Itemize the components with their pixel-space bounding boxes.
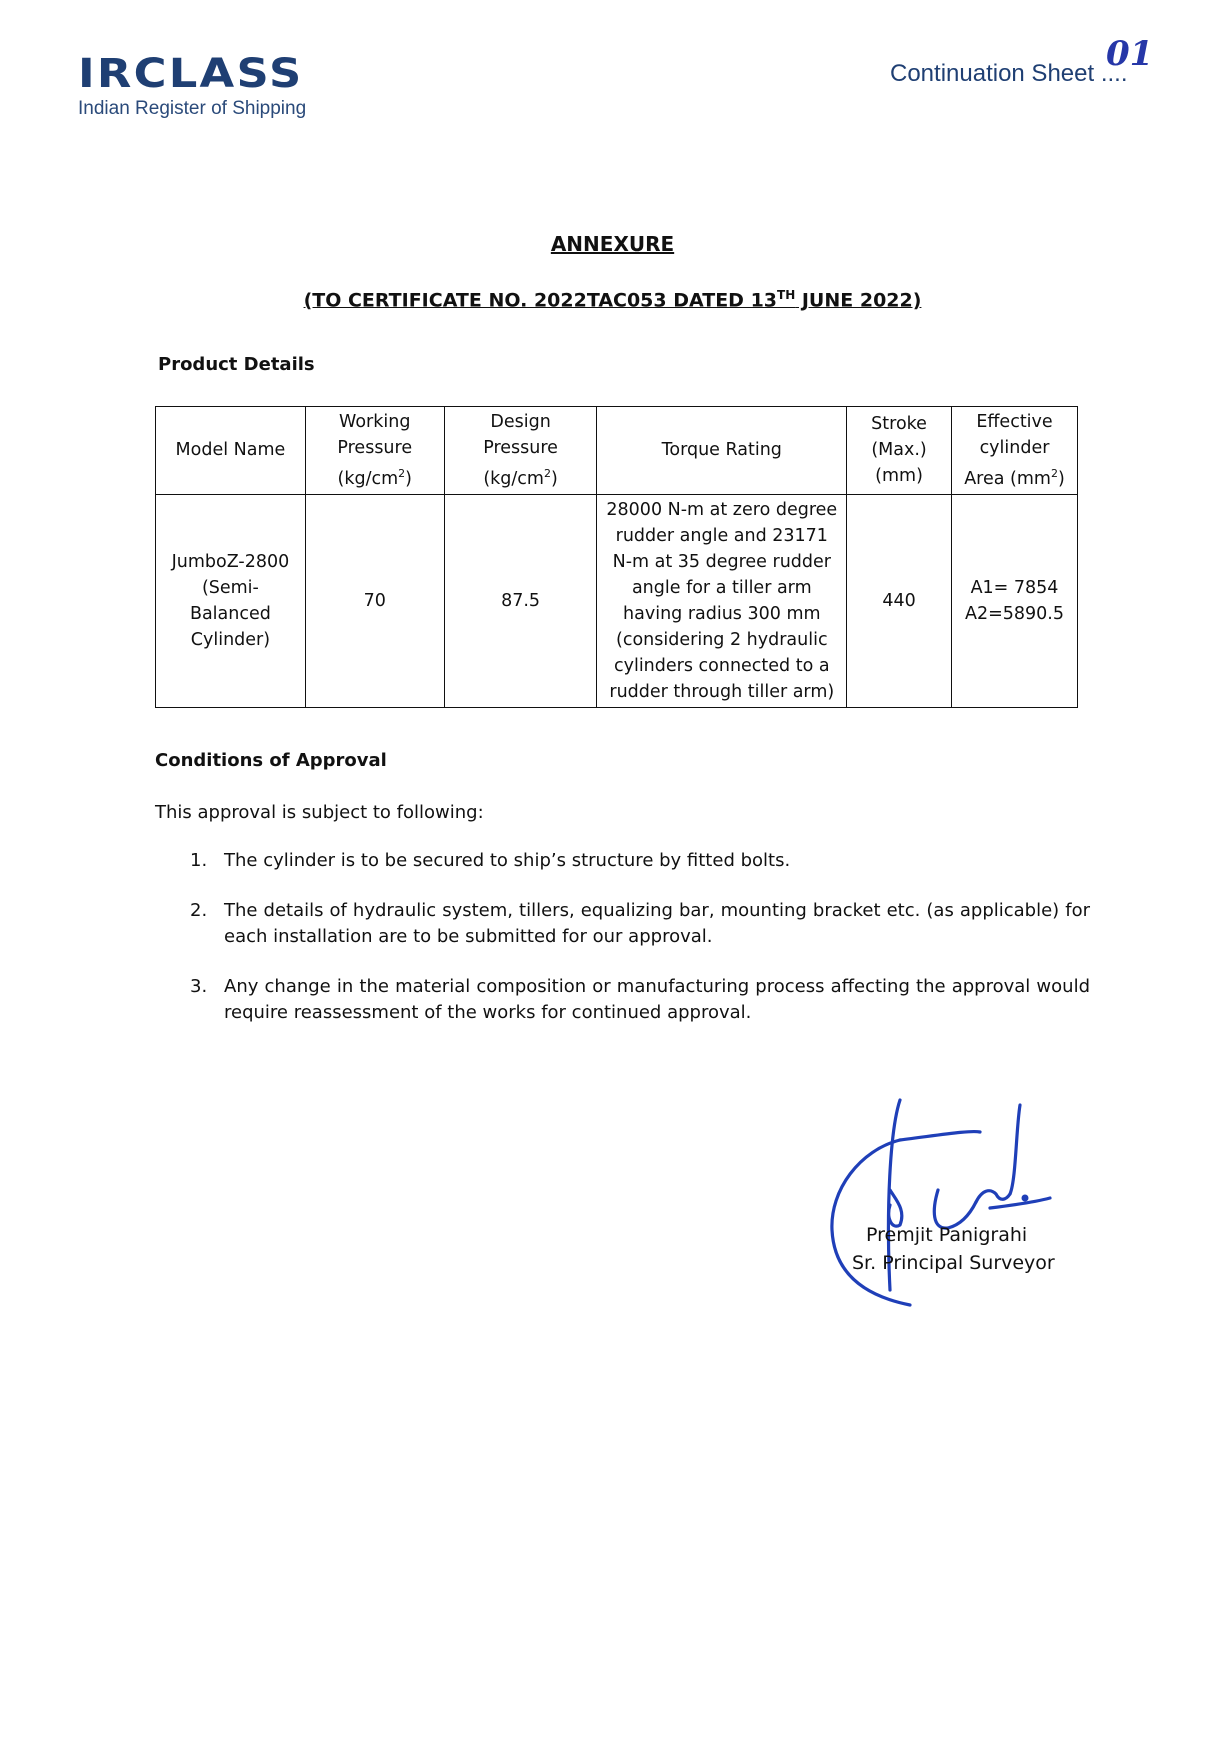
certificate-reference [0,288,1225,311]
cell-stroke: 440 [847,494,952,707]
certificate-ref-sup: TH [777,288,796,302]
conditions-heading: Conditions of Approval [155,750,387,771]
logo-text: IRCLASS [78,51,304,97]
handwritten-signature [820,1090,1080,1320]
col-model-name: Model Name [156,407,306,495]
cell-torque-rating: 28000 N-m at zero degree rudder angle and 23171 N-m at 35 degree rudder angle for a tiller arm having radius 300 mm (considering 2 hydraulic cylinders connected to a rudder through tiller arm) [597,494,847,707]
product-details-heading: Product Details [158,354,315,375]
col-torque-rating: Torque Rating [597,407,847,495]
area-a2: A2=5890.5 [964,603,1064,624]
cell-working-pressure: 70 [305,494,444,707]
conditions-intro: This approval is subject to following: [155,802,484,823]
col-effective-area: Effective cylinder Area $(mm^2)$ [952,407,1078,495]
list-item: 3. Any change in the material composition or manufacturing process affecting the approval would require reassessment of the works for continued approval. [190,976,1090,1023]
table-header-row [156,407,1078,495]
signer-designation: Sr. Principal Surveyor [852,1252,1055,1274]
list-item: 2. The details of hydraulic system, tillers, equalizing bar, mounting bracket etc. (as applicable) for each installation are to be submitted for our approval. [190,900,1090,947]
continuation-sheet-label: Continuation Sheet .... [890,60,1128,87]
col-working-pressure: Working Pressure $(kg/cm^2)$ [305,407,444,495]
cell-effective-area [952,494,1078,707]
col-stroke: Stroke (Max.) (mm) [847,407,952,495]
cell-model-name: JumboZ-2800 (Semi-Balanced Cylinder) [156,494,306,707]
table-row [156,494,1078,707]
cell-design-pressure: 87.5 [444,494,597,707]
certificate-ref-pre: (TO CERTIFICATE NO. 2022TAC053 DATED 13 [303,289,778,312]
irclass-logo [78,52,306,120]
signer-name: Premjit Panigrahi [866,1224,1028,1246]
certificate-ref-post: JUNE 2022) [795,289,922,312]
list-item: 1. The cylinder is to be secured to ship’s structure by fitted bolts. [190,850,791,871]
logo-subtitle: Indian Register of Shipping [78,98,307,119]
annexure-title: ANNEXURE [550,232,675,256]
continuation-sheet-number: 01 [1106,34,1154,74]
col-design-pressure: Design Pressure $(kg/cm^2)$ [444,407,597,495]
conditions-list [190,848,1090,1050]
product-details-table [155,406,1078,708]
area-a1: A1= 7854 [970,577,1059,598]
